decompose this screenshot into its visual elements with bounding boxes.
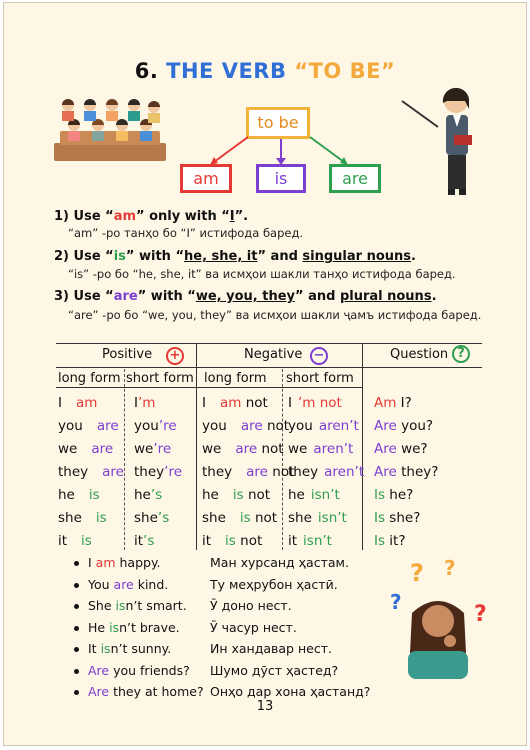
- table-cell-negative-long: [202, 533, 262, 549]
- table-cell-negative-short: [288, 510, 347, 526]
- rule-verb: is: [113, 249, 126, 264]
- question-rest: they?: [396, 464, 439, 480]
- pronoun: she: [202, 510, 226, 526]
- rule-text: Use “: [69, 209, 114, 224]
- rule-pronouns: we, you, they: [195, 289, 295, 304]
- example-text: He: [88, 619, 110, 635]
- table-cell-question: [374, 441, 428, 457]
- example-verb: am: [95, 555, 116, 570]
- minus-icon: −: [310, 347, 328, 365]
- question-verb: Am: [374, 395, 397, 411]
- conjugation-table: [56, 343, 482, 550]
- table-cell-question: [374, 395, 412, 411]
- table-cell-positive-long: [58, 441, 113, 457]
- table-dashed-divider: [282, 369, 283, 550]
- worksheet-page: [3, 2, 527, 746]
- example-english: [88, 577, 168, 592]
- pronoun: you: [202, 418, 227, 434]
- negation: not: [257, 441, 284, 457]
- negation: not: [262, 418, 290, 434]
- pronoun: they: [202, 464, 233, 480]
- subheader-short-form: short form: [126, 371, 194, 386]
- verb-form: are: [246, 464, 268, 480]
- rule-noun-type: plural nouns: [339, 289, 432, 304]
- bullet-icon: [74, 604, 79, 609]
- question-rest: I?: [396, 395, 412, 411]
- example-text: n’t sunny.: [110, 641, 172, 656]
- rule-3-note: “are” -ро бо “we, you, they” ва исмҳои шакли ҷамъ истифода баред.: [68, 308, 482, 322]
- example-english: [88, 684, 204, 699]
- contraction: isn’t: [303, 533, 332, 549]
- table-divider: [196, 343, 197, 550]
- svg-text:?: ?: [410, 559, 424, 587]
- negation: not: [241, 395, 268, 411]
- pronoun: we: [58, 441, 78, 457]
- rule-text: ” and: [257, 249, 303, 264]
- example-verb: are: [113, 576, 134, 592]
- pronoun: they: [58, 464, 89, 480]
- verb-form: is: [95, 510, 107, 526]
- rule-1-note: “am” -ро танҳо бо “I” истифода баред.: [68, 226, 304, 240]
- pronoun: he: [288, 487, 305, 503]
- example-english: [88, 663, 190, 678]
- verb-form: are: [96, 418, 119, 434]
- verb-form: are: [102, 464, 124, 480]
- header-question: Question: [390, 347, 449, 362]
- pronoun: he: [134, 487, 151, 503]
- table-cell-question: [374, 418, 433, 434]
- table-cell-negative-long: [202, 418, 289, 434]
- table-cell-positive-short: [134, 510, 169, 526]
- verb-form: am: [219, 395, 242, 411]
- pronoun: she: [58, 510, 82, 526]
- table-cell-positive-short: [134, 533, 154, 549]
- contraction: aren’t: [318, 418, 359, 434]
- title-verb: THE VERB: [166, 59, 287, 83]
- example-tajik: Ту меҳрубон ҳастӣ.: [210, 576, 338, 592]
- example-tajik: Шумо дӯст ҳастед?: [210, 662, 339, 678]
- subheader-short-form: short form: [286, 371, 354, 386]
- example-text: I: [88, 555, 96, 570]
- example-english: [88, 555, 161, 570]
- example-tajik: Ӯ доно нест.: [210, 598, 292, 613]
- subheader-long-form: long form: [58, 371, 121, 386]
- example-text: happy.: [115, 555, 161, 570]
- bullet-icon: [74, 583, 79, 588]
- diagram-am-box: am: [180, 164, 232, 193]
- contraction: ’m: [137, 395, 156, 411]
- table-cell-positive-long: [58, 395, 97, 411]
- verb-form: are: [235, 441, 258, 457]
- question-verb: Are: [374, 418, 397, 434]
- table-divider: [362, 343, 363, 550]
- page-title: [4, 59, 526, 83]
- table-cell-positive-short: [134, 487, 162, 503]
- example-verb: Are: [88, 662, 110, 678]
- rule-2: [54, 249, 416, 264]
- verb-form: are: [91, 441, 114, 457]
- contraction: ’s: [157, 510, 170, 526]
- negation: not: [250, 510, 278, 526]
- svg-text:?: ?: [444, 556, 456, 580]
- question-verb: Are: [374, 464, 397, 480]
- verb-form: is: [225, 533, 236, 549]
- table-cell-question: [374, 464, 438, 480]
- table-cell-positive-long: [58, 510, 107, 526]
- pronoun: you: [134, 418, 159, 434]
- contraction: ’re: [153, 441, 172, 457]
- rule-3: [54, 289, 437, 304]
- contraction: aren’t: [324, 464, 365, 480]
- pronoun: I: [134, 395, 138, 411]
- header-negative: Negative: [244, 347, 303, 362]
- example-tajik: Ин хандавар нест.: [210, 641, 332, 656]
- pronoun: he: [202, 487, 219, 503]
- bullet-icon: [74, 626, 79, 631]
- question-rest: she?: [385, 510, 421, 526]
- table-cell-question: [374, 487, 413, 503]
- example-text: n’t smart.: [125, 598, 187, 613]
- pronoun: it: [58, 533, 68, 549]
- verb-form: is: [239, 510, 251, 526]
- example-verb: is: [109, 619, 120, 635]
- pronoun: it: [288, 533, 298, 549]
- table-cell-question: [374, 533, 406, 549]
- example-english: [88, 598, 187, 613]
- title-quoted: “TO BE”: [294, 59, 396, 83]
- question-rest: it?: [385, 533, 406, 549]
- title-number: 6.: [134, 59, 159, 83]
- pronoun: I: [202, 395, 206, 411]
- table-header-rule: [56, 367, 482, 368]
- contraction: ’re: [158, 418, 177, 434]
- pronoun: I: [58, 395, 62, 411]
- example-text: they at home?: [109, 684, 204, 699]
- svg-text:?: ?: [390, 590, 402, 614]
- contraction: ’s: [150, 487, 163, 503]
- subheader-long-form: long form: [204, 371, 267, 386]
- table-dashed-divider: [124, 369, 125, 550]
- rule-verb: am: [113, 209, 137, 224]
- contraction: ’re: [164, 464, 183, 480]
- pronoun: we: [288, 441, 308, 457]
- table-cell-negative-long: [202, 487, 270, 503]
- plus-icon: +: [166, 347, 184, 365]
- rule-text: ”.: [234, 209, 249, 224]
- table-cell-negative-short: [288, 441, 353, 457]
- rule-text: Use “: [69, 289, 114, 304]
- verb-form: is: [232, 487, 244, 503]
- rule-text: ” only with “: [136, 209, 230, 224]
- pronoun: you: [58, 418, 83, 434]
- table-cell-negative-long: [202, 395, 268, 411]
- rule-number: 2): [54, 249, 69, 264]
- diagram-is-box: is: [256, 164, 306, 193]
- example-text: you friends?: [109, 662, 190, 678]
- rule-verb: are: [113, 289, 138, 304]
- rule-text: Use “: [69, 249, 114, 264]
- rule-pronouns: I: [229, 209, 235, 224]
- negation: not: [235, 533, 263, 549]
- example-tajik: Ман хурсанд ҳастам.: [210, 555, 349, 570]
- question-rest: he?: [385, 487, 414, 503]
- example-tajik: Ӯ часур нест.: [210, 619, 297, 635]
- pronoun: we: [202, 441, 222, 457]
- table-cell-positive-long: [58, 418, 119, 434]
- example-verb: is: [115, 598, 126, 613]
- example-verb: is: [100, 641, 111, 656]
- table-cell-positive-short: [134, 464, 182, 480]
- pronoun: it: [134, 533, 144, 549]
- question-verb: Is: [374, 510, 386, 526]
- classroom-students-illustration: [50, 93, 170, 165]
- pronoun: I: [288, 395, 292, 411]
- contraction: aren’t: [313, 441, 354, 457]
- rule-text: .: [411, 249, 416, 264]
- bullet-icon: [74, 669, 79, 674]
- question-verb: Is: [374, 487, 386, 503]
- contraction: ’s: [143, 533, 155, 549]
- pronoun: they: [134, 464, 165, 480]
- example-english: [88, 641, 171, 656]
- rule-1: [54, 209, 248, 224]
- rule-number: 3): [54, 289, 69, 304]
- pronoun: she: [288, 510, 312, 526]
- table-cell-positive-long: [58, 533, 92, 549]
- pronoun: they: [288, 464, 319, 480]
- svg-text:?: ?: [474, 602, 487, 627]
- table-cell-positive-short: [134, 441, 171, 457]
- bullet-icon: [74, 561, 79, 566]
- rule-noun-type: singular nouns: [302, 249, 412, 264]
- question-verb: Is: [374, 533, 386, 549]
- table-cell-negative-short: [288, 533, 332, 549]
- table-subheader-rule: [56, 387, 362, 388]
- diagram-are-box: are: [329, 164, 381, 193]
- table-cell-negative-short: [288, 464, 364, 480]
- example-text: n’t brave.: [119, 619, 180, 635]
- question-icon: ?: [452, 345, 470, 363]
- question-verb: Are: [374, 441, 397, 457]
- bullet-icon: [74, 690, 79, 695]
- pronoun: she: [134, 510, 158, 526]
- thinking-girl-illustration: [382, 555, 494, 681]
- rule-text: .: [431, 289, 437, 304]
- table-cell-positive-long: [58, 464, 124, 480]
- example-text: kind.: [133, 576, 169, 592]
- verb-form: is: [88, 487, 100, 503]
- table-cell-negative-long: [202, 464, 294, 480]
- pronoun: he: [58, 487, 75, 503]
- verb-form: is: [81, 533, 92, 549]
- header-positive: Positive: [102, 347, 153, 362]
- table-cell-positive-short: [134, 418, 177, 434]
- question-rest: we?: [396, 441, 428, 457]
- table-cell-negative-short: [288, 487, 340, 503]
- example-english: [88, 620, 180, 635]
- table-cell-positive-short: [134, 395, 155, 411]
- verb-form: are: [240, 418, 263, 434]
- teacher-illustration: [398, 83, 498, 201]
- table-cell-negative-short: [288, 418, 359, 434]
- diagram-root-box: to be: [246, 107, 310, 139]
- example-text: It: [88, 641, 101, 656]
- rule-number: 1): [54, 209, 69, 224]
- example-text: She: [88, 598, 116, 613]
- rule-text: ” with “: [137, 289, 196, 304]
- table-cell-positive-long: [58, 487, 100, 503]
- page-number: 13: [256, 699, 274, 714]
- pronoun: it: [202, 533, 212, 549]
- verb-form: am: [75, 395, 98, 411]
- example-tajik: Онҳо дар хона ҳастанд?: [210, 684, 371, 699]
- contraction: isn’t: [317, 510, 347, 526]
- question-rest: you?: [396, 418, 434, 434]
- rule-pronouns: he, she, it: [184, 249, 258, 264]
- pronoun: we: [134, 441, 154, 457]
- rule-2-note: “is” -ро бо “he, she, it” ва исмҳои шакли танҳо истифода баред.: [68, 267, 456, 281]
- table-cell-negative-long: [202, 441, 284, 457]
- bullet-icon: [74, 647, 79, 652]
- rule-text: ” with “: [125, 249, 184, 264]
- example-text: You: [88, 576, 114, 592]
- pronoun: you: [288, 418, 313, 434]
- example-verb: Are: [88, 684, 110, 699]
- contraction: isn’t: [310, 487, 340, 503]
- negation: not: [243, 487, 271, 503]
- contraction: ’m not: [297, 395, 342, 411]
- negation: not: [268, 464, 295, 480]
- table-cell-negative-long: [202, 510, 277, 526]
- rule-text: ” and: [295, 289, 340, 304]
- table-cell-question: [374, 510, 420, 526]
- table-cell-negative-short: [288, 395, 342, 411]
- table-top-rule: [56, 343, 482, 344]
